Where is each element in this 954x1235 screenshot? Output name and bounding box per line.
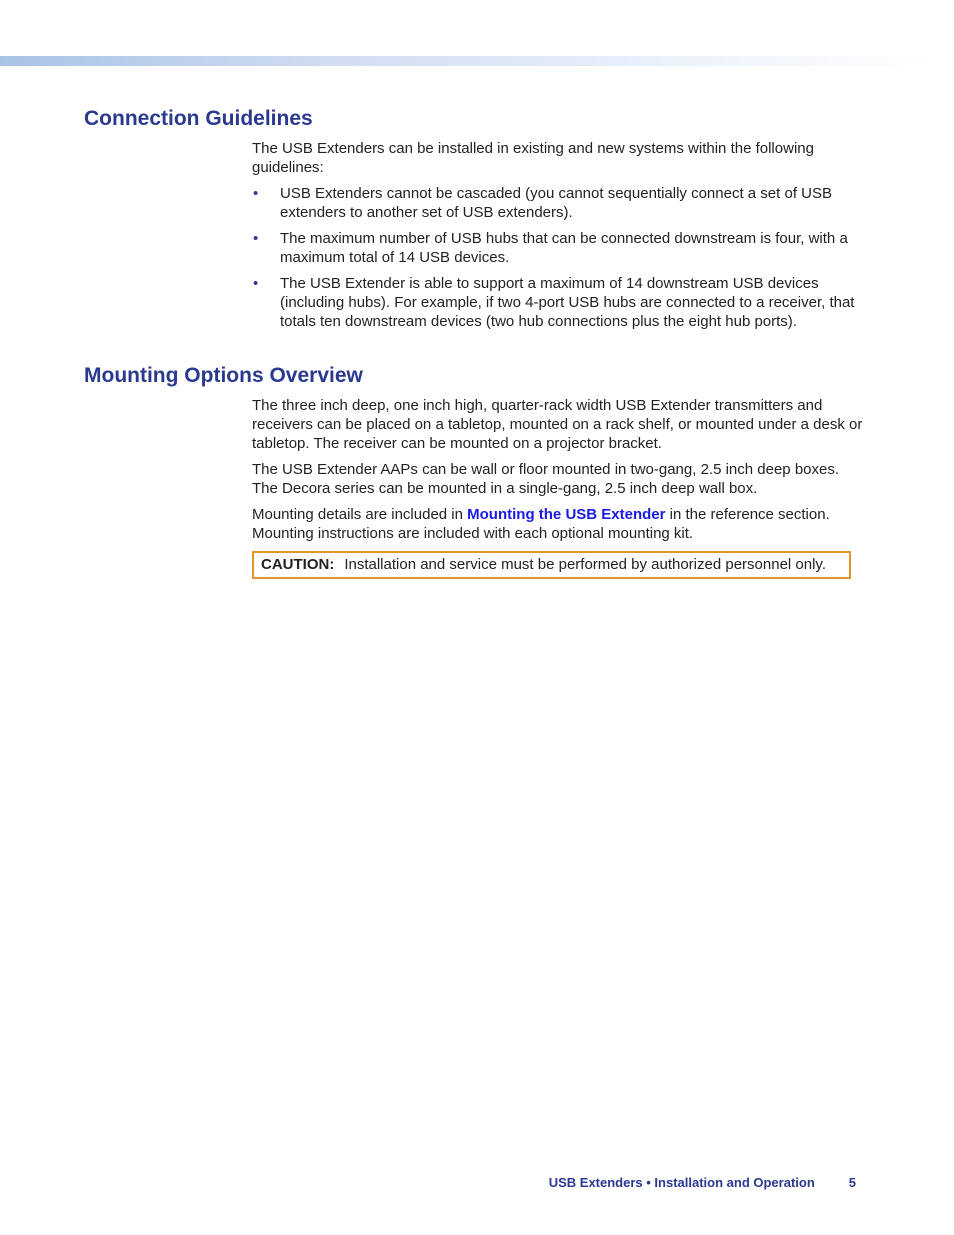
heading-connection-guidelines: Connection Guidelines bbox=[84, 107, 313, 130]
list-item-text: USB Extenders cannot be cascaded (you cannot sequentially connect a set of USB extenders to another set of USB extenders). bbox=[280, 185, 832, 221]
page-number: 5 bbox=[848, 1175, 856, 1190]
caution-label: CAUTION: bbox=[261, 556, 335, 573]
mounting-paragraph-3-start: Mounting details are included in bbox=[252, 506, 468, 523]
bullet-icon: • bbox=[253, 230, 259, 247]
list-item-text: The USB Extender is able to support a maximum of 14 downstream USB devices (including hubs). For example, if two 4-port USB hubs are connected to a receiver, that totals ten downstream devices (two hub connections plus the eight hub ports). bbox=[280, 275, 855, 330]
list-item bbox=[252, 274, 867, 331]
bullet-icon: • bbox=[253, 185, 259, 202]
connection-guidelines-list bbox=[252, 184, 867, 331]
connection-guidelines-body bbox=[252, 139, 867, 338]
mounting-paragraph-1: The three inch deep, one inch high, quarter-rack width USB Extender transmitters and receivers can be placed on a tabletop, mounted on a rack shelf, or mounted under a desk or tabletop. The receiver can be mounted on a projector bracket. bbox=[252, 397, 863, 452]
mounting-paragraph-2: The USB Extender AAPs can be wall or floor mounted in two-gang, 2.5 inch deep boxes. The Decora series can be mounted in a single-gang, 2.5 inch deep wall box. bbox=[252, 461, 840, 497]
footer-title: USB Extenders • Installation and Operation bbox=[548, 1175, 815, 1190]
heading-mounting-options-overview: Mounting Options Overview bbox=[84, 364, 363, 387]
caution-text: Installation and service must be performed by authorized personnel only. bbox=[344, 556, 826, 573]
list-item bbox=[252, 229, 867, 267]
list-item bbox=[252, 184, 867, 222]
bullet-icon: • bbox=[253, 275, 259, 292]
page-footer bbox=[400, 1174, 856, 1192]
mounting-paragraph-3 bbox=[252, 505, 867, 543]
mounting-options-body bbox=[252, 396, 867, 579]
list-item-text: The maximum number of USB hubs that can be connected downstream is four, with a maximum total of 14 USB devices. bbox=[280, 230, 848, 266]
mounting-the-usb-extender-link[interactable]: Mounting the USB Extender bbox=[467, 506, 666, 523]
connection-intro: The USB Extenders can be installed in existing and new systems within the following guidelines: bbox=[252, 140, 814, 176]
caution-box bbox=[252, 551, 851, 579]
header-gradient-band bbox=[0, 56, 930, 66]
mounting-paragraph-3-end: in the reference section. Mounting instructions are included with each optional mounting kit. bbox=[252, 506, 830, 542]
